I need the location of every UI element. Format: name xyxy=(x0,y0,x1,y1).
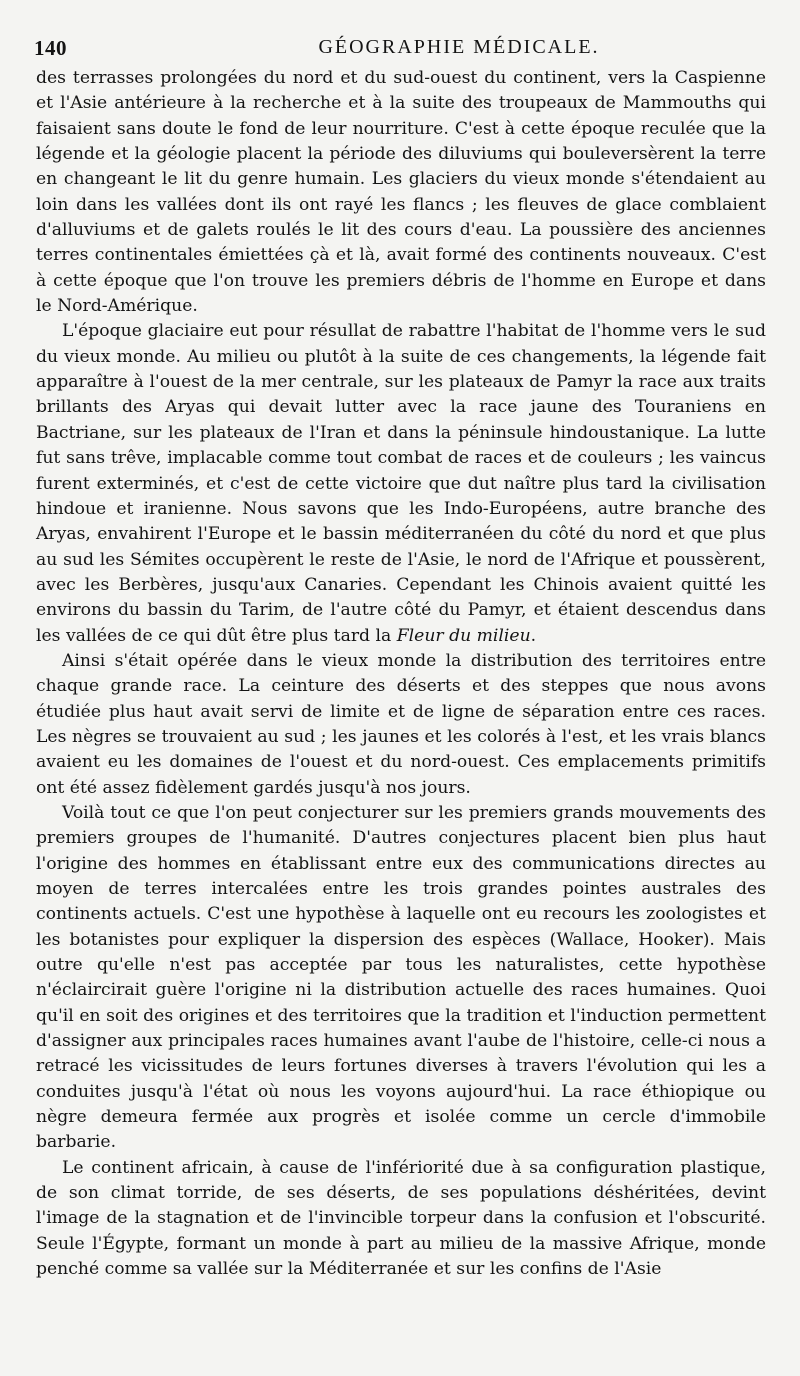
page-header xyxy=(34,36,774,64)
paragraph-text: L'époque glaciaire eut pour résullat de rabattre l'habitat de l'homme vers le sud du vieux monde. Au milieu ou plutôt à la suite de ces changements, la légende fait apparaître à l'ouest de la mer centrale, sur les plateaux de Pamyr la race aux traits brillants des Aryas qui devait lutter avec la race jaune des Touraniens en Bactriane, sur les plateaux de l'Iran et dans la péninsule hindoustanique. La lutte fut sans trêve, implacable comme tout combat de races et de couleurs ; les vaincus furent exterminés, et c'est de cette victoire que dut naître plus tard la civilisation hindoue et iranienne. Nous savons que les Indo-Européens, autre branche des Aryas, envahirent l'Europe et le bassin méditerranéen du côté du nord et que plus au sud les Sémites occupèrent le reste de l'Asie, le nord de l'Afrique et poussèrent, avec les Berbères, jusqu'aux Canaries. Cependant les Chinois avaient quitté les environs du bassin du Tarim, de l'autre côté du Pamyr, et étaient descendus dans les vallées de ce qui dût être plus tard la xyxy=(36,321,766,646)
paragraph xyxy=(36,319,766,648)
italic-title: Fleur du milieu xyxy=(396,625,531,646)
body-text xyxy=(36,66,766,1283)
running-title: GÉOGRAPHIE MÉDICALE. xyxy=(318,36,600,58)
paragraph: des terrasses prolongées du nord et du sud-ouest du continent, vers la Caspienne et l'Asie antérieure à la recherche et à la suite des troupeaux de Mammouths qui faisaient sans doute le fond de leur nourriture. C'est à cette époque reculée que la légende et la géologie placent la période des diluviums qui bouleversèrent la terre en changeant le lit du genre humain. Les glaciers du vieux monde s'étendaient au loin dans les vallées dont ils ont rayé les flancs ; les fleuves de glace comblaient d'alluviums et de galets roulés le lit des cours d'eau. La poussière des anciennes terres continentales émiettées çà et là, avait formé des continents nouveaux. C'est à cette époque que l'on trouve les premiers débris de l'homme en Europe et dans le Nord-Amérique. xyxy=(36,68,766,317)
paragraph-tail: . xyxy=(530,625,537,646)
page-number: 140 xyxy=(34,36,67,60)
paragraph: Le continent africain, à cause de l'infériorité due à sa configuration plastique, de son climat torride, de ses déserts, de ses populations déshéritées, devint l'image de la stagnation et de l'invincible torpeur dans la confusion et l'obscurité. Seule l'Égypte, formant un monde à part au milieu de la massive Afrique, monde penché comme sa vallée sur la Méditerranée et sur les confins de l'Asie xyxy=(36,1157,766,1280)
paragraph: Ainsi s'était opérée dans le vieux monde la distribution des territoires entre chaque grande race. La ceinture des déserts et des steppes que nous avons étudiée plus haut avait servi de limite et de ligne de séparation entre ces races. Les nègres se trouvaient au sud ; les jaunes et les colorés à l'est, et les vrais blancs avaient eu les domaines de l'ouest et du nord-ouest. Ces emplacements primitifs ont été assez fidèlement gardés jusqu'à nos jours. xyxy=(36,650,766,798)
paragraph: Voilà tout ce que l'on peut conjecturer sur les premiers grands mouvements des premiers groupes de l'humanité. D'autres conjectures placent bien plus haut l'origine des hommes en établissant entre eux des communications directes au moyen de terres intercalées entre les trois grandes pointes australes des continents actuels. C'est une hypothèse à laquelle ont eu recours les zoologistes et les botanistes pour expliquer la dispersion des espèces (Wallace, Hooker). Mais outre qu'elle n'est pas acceptée par tous les naturalistes, cette hypothèse n'éclaircirait guère l'origine ni la distribution actuelle des races humaines. Quoi qu'il en soit des origines et des territoires que la tradition et l'induction permettent d'assigner aux principales races humaines avant l'aube de l'histoire, celle-ci nous a retracé les vicissitudes de leurs fortunes diverses à travers l'évolution qui les a conduites jusqu'à l'état où nous les voyons aujourd'hui. La race éthiopique ou nègre demeura fermée aux progrès et isolée comme un cercle d'immobile barbarie. xyxy=(36,802,766,1153)
